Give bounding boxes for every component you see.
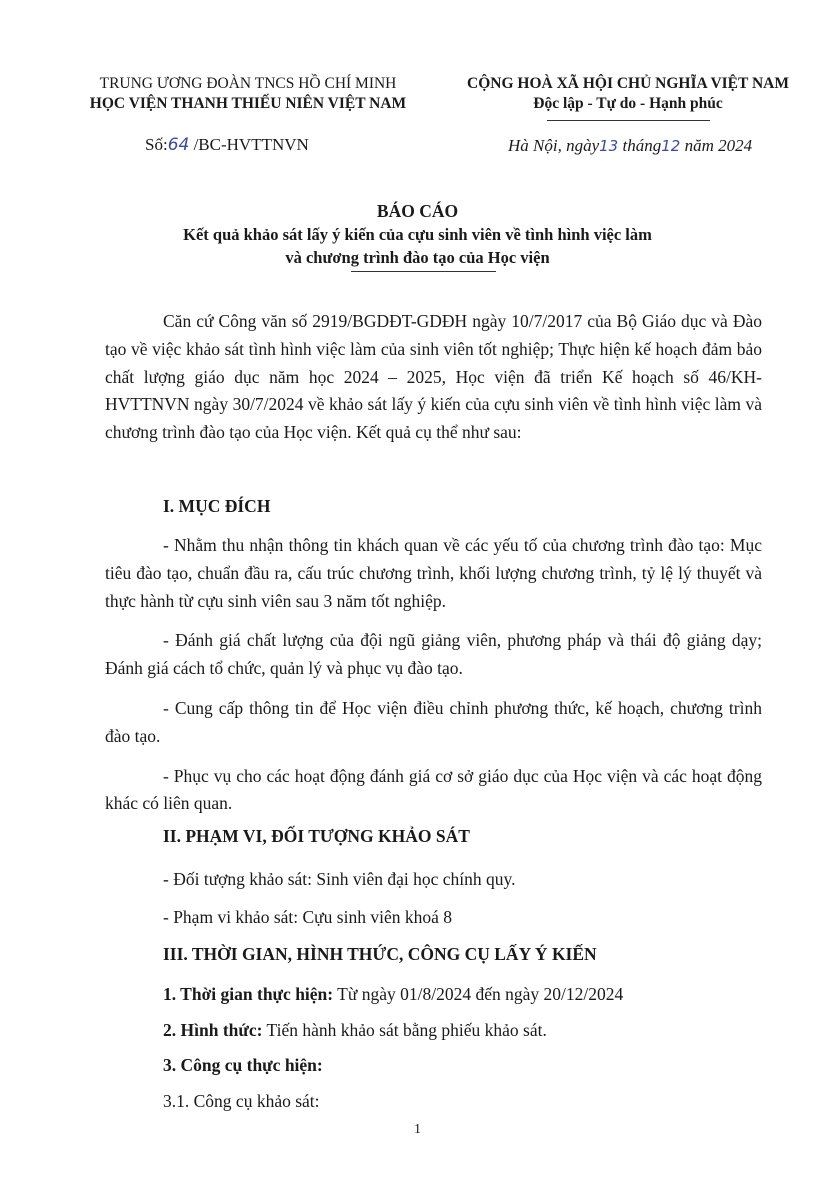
- section-1-heading: I. MỤC ĐÍCH: [163, 496, 271, 516]
- doc-number-handwritten: 64: [167, 135, 190, 155]
- intro-paragraph: Căn cứ Công văn số 2919/BGDĐT-GDĐH ngày 10/7/2017 của Bộ Giáo dục và Đào tạo về việc khảo sát tình hình việc làm của sinh viên tốt nghiệp; Thực hiện kế hoạch đảm bảo chất lượng giáo dục năm học 2024 – 2025, Học viện đã triển Kế hoạch số 46/KH-HVTTNVN ngày 30/7/2024 về khảo sát lấy ý kiến của cựu sinh viên về tình hình việc làm và chương trình đào tạo của Học viện. Kết quả cụ thể như sau:: [105, 311, 762, 443]
- tools-heading: 3. Công cụ thực hiện:: [163, 1055, 323, 1075]
- purpose-item-1: - Nhằm thu nhận thông tin khách quan về các yếu tố của chương trình đào tạo: Mục tiêu đào tạo, chuẩn đầu ra, cấu trúc chương trình, khối lượng chương trình, tỷ lệ lý thuyết và thực hành từ cựu sinh viên sau 3 năm tốt nghiệp.: [105, 535, 762, 611]
- scope-target-item: - Đối tượng khảo sát: Sinh viên đại học chính quy.: [163, 869, 516, 889]
- doc-number-prefix: Số:: [145, 135, 168, 154]
- nation-name: CỘNG HOÀ XÃ HỘI CHỦ NGHĨA VIỆT NAM: [467, 75, 789, 92]
- national-motto: Độc lập - Tự do - Hạnh phúc: [533, 95, 723, 112]
- place-and-date: [508, 136, 752, 156]
- title-subtitle-line-2: và chương trình đào tạo của Học viện: [285, 248, 550, 267]
- issuer-block: [58, 74, 438, 114]
- time-line: [163, 984, 623, 1005]
- form-label: 2. Hình thức:: [163, 1020, 263, 1040]
- purpose-item-3: - Cung cấp thông tin để Học viện điều chỉnh phương thức, kế hoạch, chương trình đào tạo.: [105, 697, 762, 746]
- parent-organization: TRUNG ƯƠNG ĐOÀN TNCS HỒ CHÍ MINH: [99, 75, 397, 92]
- section-2-heading: II. PHẠM VI, ĐỐI TƯỢNG KHẢO SÁT: [163, 826, 470, 846]
- form-value: Tiến hành khảo sát bằng phiếu khảo sát.: [262, 1020, 547, 1040]
- time-value: Từ ngày 01/8/2024 đến ngày 20/12/2024: [333, 984, 624, 1004]
- purpose-item-2: - Đánh giá chất lượng của đội ngũ giảng viên, phương pháp và thái độ giảng dạy; Đánh giá cách tổ chức, quản lý và phục vụ đào tạo.: [105, 630, 762, 679]
- scope-range-item: - Phạm vi khảo sát: Cựu sinh viên khoá 8: [163, 907, 452, 927]
- report-title: [0, 199, 835, 269]
- title-underline: [351, 271, 496, 272]
- title-main: BÁO CÁO: [376, 201, 459, 221]
- section-1-body: [105, 532, 762, 818]
- national-heading: [432, 74, 824, 114]
- page-number: 1: [414, 1122, 421, 1137]
- month-label: tháng: [622, 136, 662, 155]
- issuing-academy: HỌC VIỆN THANH THIẾU NIÊN VIỆT NAM: [89, 95, 407, 112]
- month-handwritten: 12: [661, 137, 681, 155]
- time-label: 1. Thời gian thực hiện:: [163, 984, 334, 1004]
- title-subtitle-line-1: Kết quả khảo sát lấy ý kiến của cựu sinh viên về tình hình việc làm: [183, 225, 652, 244]
- form-line: [163, 1020, 547, 1041]
- year-text: năm 2024: [684, 136, 753, 155]
- intro-section: [105, 308, 762, 447]
- place-text: Hà Nội, ngày: [508, 136, 600, 155]
- motto-underline: [547, 120, 710, 121]
- tools-subheading: 3.1. Công cụ khảo sát:: [163, 1091, 320, 1111]
- section-3-heading: III. THỜI GIAN, HÌNH THỨC, CÔNG CỤ LẤY Ý KIẾN: [163, 944, 597, 964]
- day-handwritten: 13: [599, 137, 619, 155]
- purpose-item-4: - Phục vụ cho các hoạt động đánh giá cơ sở giáo dục của Học viện và các hoạt động khác có liên quan.: [105, 765, 762, 814]
- doc-number-suffix: /BC-HVTTNVN: [193, 135, 309, 154]
- document-number: [145, 135, 309, 155]
